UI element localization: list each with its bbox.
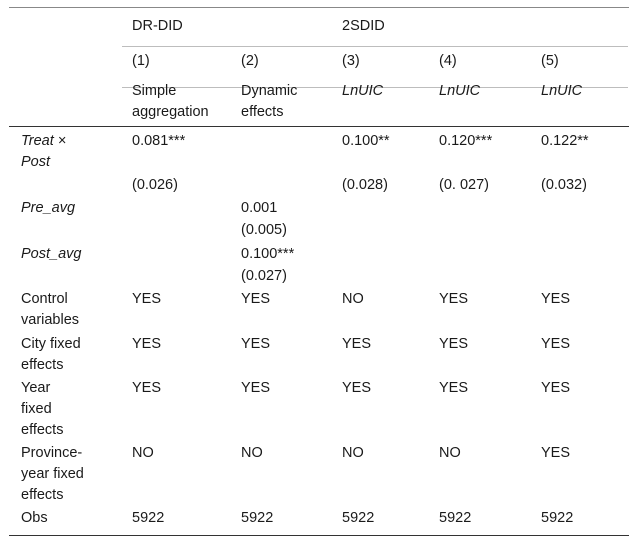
prov-year-fe-val-2: NO	[241, 445, 263, 461]
city-fe-val-5: YES	[541, 336, 571, 352]
city-fe-val-4: YES	[439, 336, 469, 352]
header-bottom-rule	[9, 126, 629, 127]
row-label-prov-year-fe-line2: year fixed	[21, 466, 84, 482]
post-avg-se-2: (0.027)	[241, 268, 287, 284]
prov-year-fe-val-1: NO	[132, 445, 154, 461]
row-label-control-line1: Control	[21, 291, 68, 307]
col-desc-2-line1: Dynamic	[241, 83, 298, 99]
control-val-1: YES	[132, 291, 162, 307]
group-header-2sdid: 2SDID	[342, 18, 385, 34]
treat-post-coef-1: 0.081***	[132, 133, 186, 149]
col-desc-1-line1: Simple	[132, 83, 177, 99]
row-label-post-avg: Post_avg	[21, 246, 82, 262]
col-desc-3: LnUIC	[342, 83, 384, 99]
pre-avg-coef-2: 0.001	[241, 200, 278, 216]
row-label-prov-year-fe-line1: Province-	[21, 445, 83, 461]
year-fe-val-2: YES	[241, 380, 271, 396]
year-fe-val-5: YES	[541, 380, 571, 396]
pre-avg-se-2: (0.005)	[241, 222, 287, 238]
col-desc-4: LnUIC	[439, 83, 481, 99]
row-label-prov-year-fe-line3: effects	[21, 487, 64, 503]
treat-post-se-3: (0.028)	[342, 177, 388, 193]
row-label-treat-post-line1: Treat ×	[21, 133, 67, 149]
group-header-drdid: DR-DID	[132, 18, 183, 34]
control-val-2: YES	[241, 291, 271, 307]
col-desc-2-line2: effects	[241, 104, 284, 120]
year-fe-val-4: YES	[439, 380, 469, 396]
col-desc-5: LnUIC	[541, 83, 583, 99]
row-label-year-fe-line3: effects	[21, 422, 64, 438]
treat-post-coef-5: 0.122**	[541, 133, 589, 149]
row-label-pre-avg: Pre_avg	[21, 200, 76, 216]
control-val-4: YES	[439, 291, 469, 307]
obs-val-3: 5922	[342, 510, 375, 526]
control-val-3: NO	[342, 291, 364, 307]
col-number-5: (5)	[541, 53, 559, 69]
row-label-obs: Obs	[21, 510, 48, 526]
city-fe-val-2: YES	[241, 336, 271, 352]
city-fe-val-1: YES	[132, 336, 162, 352]
control-val-5: YES	[541, 291, 571, 307]
obs-val-5: 5922	[541, 510, 574, 526]
treat-post-se-1: (0.026)	[132, 177, 178, 193]
year-fe-val-3: YES	[342, 380, 372, 396]
col-number-2: (2)	[241, 53, 259, 69]
col-number-4: (4)	[439, 53, 457, 69]
prov-year-fe-val-4: NO	[439, 445, 461, 461]
obs-val-4: 5922	[439, 510, 472, 526]
post-avg-coef-2: 0.100***	[241, 246, 295, 262]
row-label-city-fe-line2: effects	[21, 357, 64, 373]
header-separator-1	[122, 46, 628, 47]
year-fe-val-1: YES	[132, 380, 162, 396]
table-bottom-rule	[9, 535, 629, 536]
prov-year-fe-val-3: NO	[342, 445, 364, 461]
row-label-city-fe-line1: City fixed	[21, 336, 81, 352]
obs-val-2: 5922	[241, 510, 274, 526]
col-number-1: (1)	[132, 53, 150, 69]
row-label-year-fe-line2: fixed	[21, 401, 52, 417]
obs-val-1: 5922	[132, 510, 165, 526]
row-label-treat-post-line2: Post	[21, 154, 51, 170]
row-label-control-line2: variables	[21, 312, 80, 328]
prov-year-fe-val-5: YES	[541, 445, 571, 461]
table-top-rule	[9, 7, 629, 8]
treat-post-coef-4: 0.120***	[439, 133, 493, 149]
regression-table	[9, 7, 629, 538]
col-number-3: (3)	[342, 53, 360, 69]
col-desc-1-line2: aggregation	[132, 104, 209, 120]
treat-post-se-5: (0.032)	[541, 177, 587, 193]
city-fe-val-3: YES	[342, 336, 372, 352]
treat-post-coef-3: 0.100**	[342, 133, 390, 149]
row-label-year-fe-line1: Year	[21, 380, 51, 396]
treat-post-se-4: (0. 027)	[439, 177, 489, 193]
